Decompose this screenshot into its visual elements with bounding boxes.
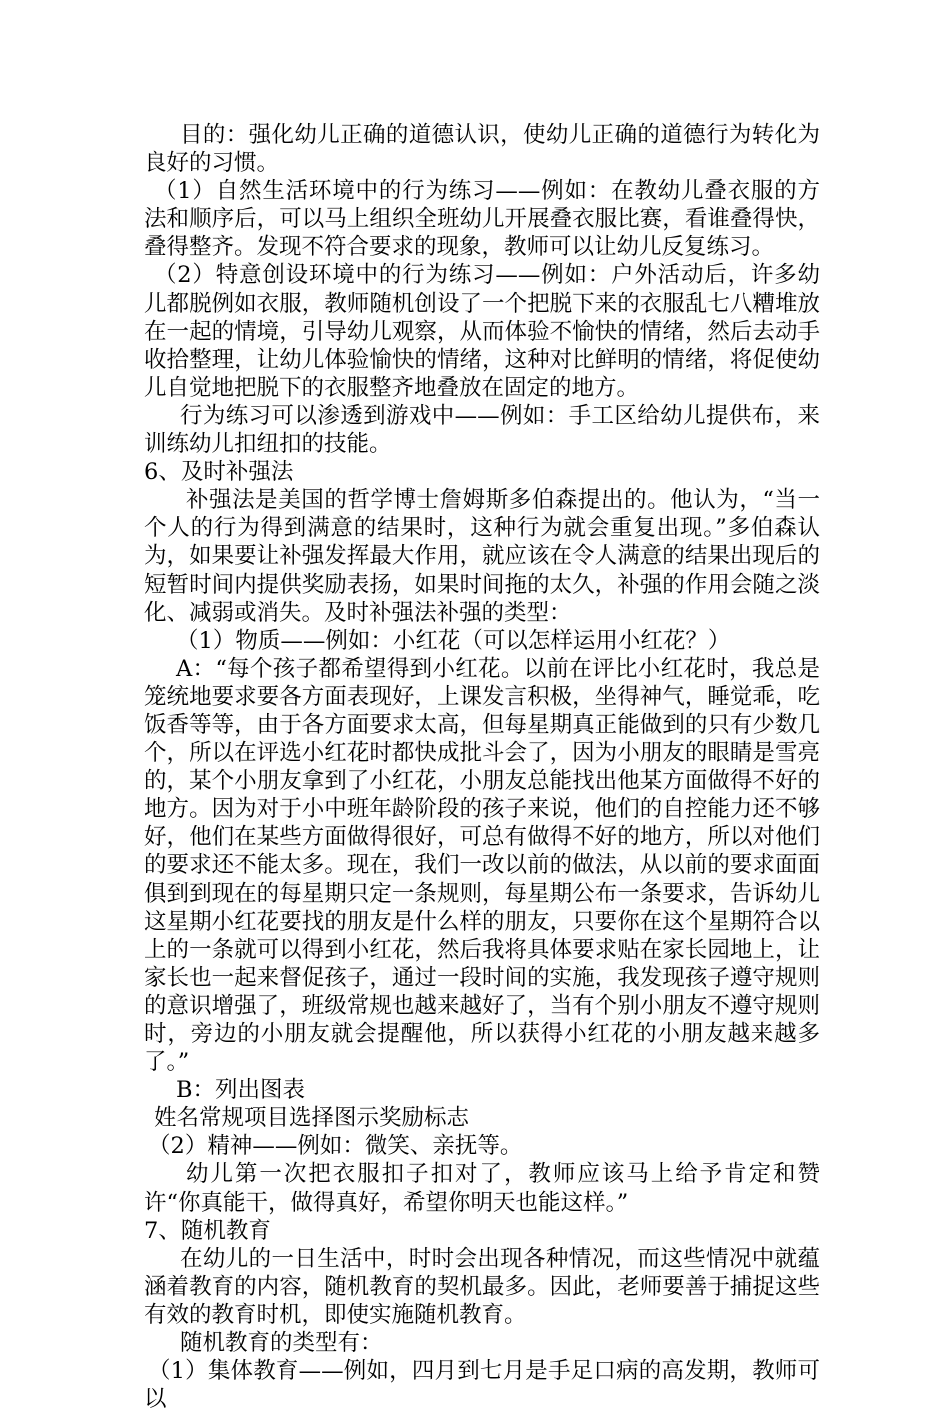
paragraph-spiritual-reward: （2）精神——例如：微笑、亲抚等。 (148, 1133, 523, 1160)
paragraph-designed-practice: （2）特意创设环境中的行为练习——例如：户外活动后，许多幼儿都脱例如衣服，教师随机创设了一个把脱下来的衣服乱七八糟堆放在一起的情境，引导幼儿观察，从而体验不愉快的情绪，然后去动手收拾整理，让幼儿体验愉快的情绪，这种对比鲜明的情绪，将促使幼儿自觉地把脱下的衣服整齐地叠放在固定的地方。 (144, 262, 820, 401)
paragraph-random-education-intro: 在幼儿的一日生活中，时时会出现各种情况，而这些情况中就蕴涵着教育的内容，随机教育的契机最多。因此，老师要善于捕捉这些有效的教育时机，即使实施随机教育。 (144, 1245, 820, 1328)
heading-section-6: 6、及时补强法 (144, 459, 294, 486)
paragraph-game-practice: 行为练习可以渗透到游戏中——例如：手工区给幼儿提供布，来训练幼儿扣纽扣的技能。 (144, 402, 820, 458)
paragraph-example-b: B：列出图表 (176, 1077, 306, 1104)
paragraph-reinforcement-intro: 补强法是美国的哲学博士詹姆斯多伯森提出的。他认为，“当一个人的行为得到满意的结果时，这种行为就会重复出现。”多伯森认为，如果要让补强发挥最大作用，就应该在令人满意的结果出现后的短暂时间内提供奖励表扬，如果时间拖的太久，补强的作用会随之淡化、减弱或消失。及时补强法补强的类型： (144, 487, 820, 626)
paragraph-collective-education: （1）集体教育——例如，四月到七月是手足口病的高发期，教师可以 (144, 1358, 820, 1413)
heading-section-7: 7、随机教育 (144, 1217, 271, 1244)
document-body (144, 121, 820, 1413)
paragraph-material-reward: （1）物质——例如：小红花（可以怎样运用小红花？） (176, 627, 731, 654)
paragraph-purpose: 目的：强化幼儿正确的道德认识，使幼儿正确的道德行为转化为良好的习惯。 (144, 122, 820, 177)
paragraph-random-education-types: 随机教育的类型有： (180, 1330, 383, 1357)
paragraph-example-a: A：“每个孩子都希望得到小红花。以前在评比小红花时，我总是笼统地要求要各方面表现好，上课发言积极，坐得神气，睡觉乖，吃饭香等等，由于各方面要求太高，但每星期真正能做到的只有少数几个，所以在评选小红花时都快成批斗会了，因为小朋友的眼睛是雪亮的，某个小朋友拿到了小红花，小朋友总能找出他某方面做得不好的地方。因为对于小中班年龄阶段的孩子来说，他们的自控能力还不够好，他们在某些方面做得很好，可总有做得不好的地方，所以对他们的要求还不能太多。现在，我们一改以前的做法，从以前的要求面面俱到到现在的每星期只定一条规则，每星期公布一条要求，告诉幼儿这星期小红花要找的朋友是什么样的朋友，只要你在这个星期符合以上的一条就可以得到小红花，然后我将具体要求贴在家长园地上，让家长也一起来督促孩子，通过一段时间的实施，我发现孩子遵守规则的意识增强了，班级常规也越来越好了，当有个别小朋友不遵守规则时，旁边的小朋友就会提醒他，所以获得小红花的小朋友越来越多了。” (144, 655, 820, 1076)
paragraph-natural-practice: （1）自然生活环境中的行为练习——例如：在教幼儿叠衣服的方法和顺序后，可以马上组织全班幼儿开展叠衣服比赛，看谁叠得快，叠得整齐。发现不符合要求的现象，教师可以让幼儿反复练习。 (144, 178, 820, 261)
paragraph-chart-columns: 姓名常规项目选择图示奖励标志 (154, 1105, 470, 1132)
paragraph-praise-example: 幼儿第一次把衣服扣子扣对了，教师应该马上给予肯定和赞许“你真能干，做得真好，希望你明天也能这样。” (144, 1161, 820, 1216)
